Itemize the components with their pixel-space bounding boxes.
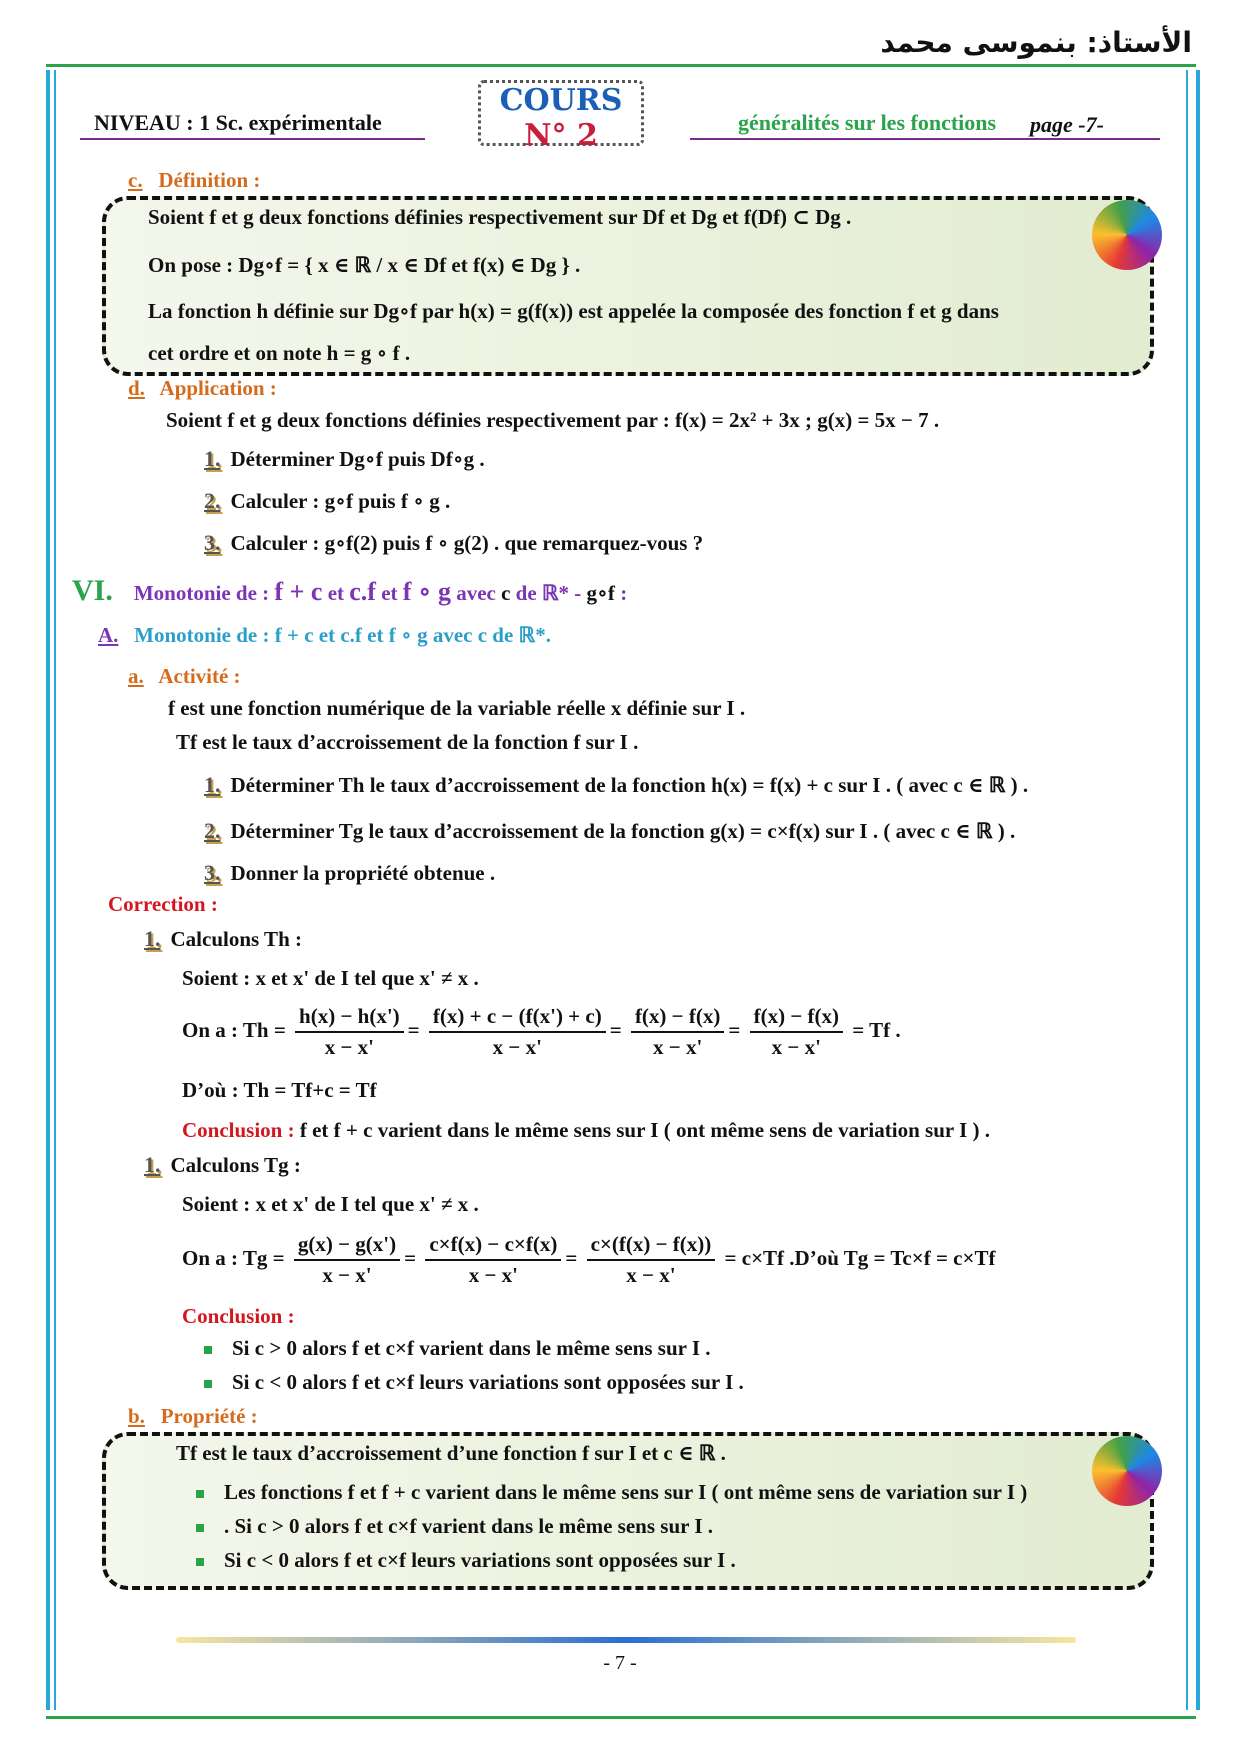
section-VI-title-i: de ℝ* - xyxy=(510,581,587,605)
section-VI-number: VI. xyxy=(72,574,113,607)
section-VI-title-h: c xyxy=(501,581,511,605)
section-A-number: A. xyxy=(98,623,119,647)
header-line-right xyxy=(690,138,1160,140)
denominator: x − x' xyxy=(492,1035,542,1059)
bullet-text: . Si c > 0 alors f et c×f varient dans le même sens sur I . xyxy=(224,1514,713,1538)
item-number: 3. xyxy=(204,860,221,885)
application-item-3 xyxy=(204,530,703,556)
section-VI-title-g: avec xyxy=(450,581,502,605)
item-number: 1. xyxy=(144,926,161,951)
section-b-label: b. xyxy=(128,1404,145,1428)
page-number: - 7 - xyxy=(603,1652,637,1674)
bottom-divider xyxy=(46,1716,1196,1719)
section-b-title: Propriété : xyxy=(160,1404,258,1428)
item-number: 1. xyxy=(144,1152,161,1177)
section-VI-title-c: et xyxy=(322,581,350,605)
part1-dou: D’où : Th = Tf+c = Tf xyxy=(182,1078,377,1102)
niveau-label: NIVEAU : 1 Sc. expérimentale xyxy=(94,110,382,135)
section-d-label: d. xyxy=(128,376,145,400)
bullet-icon xyxy=(204,1346,212,1354)
correction-part1-head xyxy=(144,926,302,952)
item-number: 2. xyxy=(204,818,221,843)
correction-part2-head xyxy=(144,1152,301,1178)
bullet-icon xyxy=(204,1380,212,1388)
fraction xyxy=(295,1004,404,1060)
part-heading: Calculons Th : xyxy=(170,927,302,951)
teacher-name: الأستاذ: بنموسى محمد xyxy=(880,26,1192,59)
section-VI-title-d: c.f xyxy=(349,577,376,606)
denominator: x − x' xyxy=(653,1035,703,1059)
formula-start: On a : Tg = xyxy=(182,1245,285,1270)
section-a-heading xyxy=(128,664,241,689)
denominator: x − x' xyxy=(771,1035,821,1059)
part1-formula: On a : Th = $\frac{h(x) - h(x')}{x - x'}$ = $\frac{f(x) + c - (f(x') + c)}{x - x'}$ = $\frac{f(x) - f(x)}{x - x'}$ = $\frac{f(x) - f(x)}{x - x'}$ = Tf . xyxy=(182,1004,901,1059)
activity-line-1: f est une fonction numérique de la variable réelle x définie sur I . xyxy=(168,696,746,720)
section-VI-title-j: g∘f xyxy=(586,581,615,605)
section-VI-heading xyxy=(72,574,627,608)
section-d-heading xyxy=(128,376,277,401)
rainbow-decoration xyxy=(1092,200,1162,270)
part2-soient: Soient : x et x' de I tel que x' ≠ x . xyxy=(182,1192,479,1216)
footer-divider xyxy=(176,1637,1076,1643)
denominator: x − x' xyxy=(626,1263,676,1287)
formula-end: = c×Tf .D’où Tg = Tc×f = c×Tf xyxy=(724,1245,996,1270)
cours-badge xyxy=(478,80,644,153)
item-text: Donner la propriété obtenue . xyxy=(230,861,496,885)
section-VI-title-b: f + c xyxy=(274,577,323,606)
fraction xyxy=(587,1232,716,1288)
section-b-heading xyxy=(128,1404,258,1429)
section-A-heading xyxy=(98,622,551,648)
conclusion-label: Conclusion : xyxy=(182,1118,295,1142)
top-divider xyxy=(46,64,1196,67)
item-number: 3. xyxy=(204,530,221,555)
numerator: f(x) + c − (f(x') + c) xyxy=(429,1004,606,1033)
item-text: Déterminer Tg le taux d’accroissement de la fonction g(x) = c×f(x) sur I . ( avec c ∈ ℝ ) . xyxy=(230,819,1016,843)
property-bullet-1 xyxy=(196,1480,1027,1505)
part-heading: Calculons Tg : xyxy=(170,1153,301,1177)
item-text: Calculer : g∘f(2) puis f ∘ g(2) . que remarquez-vous ? xyxy=(230,531,704,555)
activity-item-2 xyxy=(204,818,1015,844)
definition-line-2: On pose : Dg∘f = { x ∈ ℝ / x ∈ Df et f(x) ∈ Dg } . xyxy=(148,253,581,277)
item-text: Calculer : g∘f puis f ∘ g . xyxy=(230,489,451,513)
header-line-left xyxy=(80,138,425,140)
application-item-1 xyxy=(204,446,485,472)
property-bullet-2 xyxy=(196,1514,713,1539)
numerator: g(x) − g(x') xyxy=(294,1232,400,1261)
section-a-label: a. xyxy=(128,664,144,688)
fraction xyxy=(429,1004,606,1060)
fraction xyxy=(750,1004,843,1060)
property-bullet-3 xyxy=(196,1548,736,1573)
section-a-title: Activité : xyxy=(158,664,241,688)
item-number: 1. xyxy=(204,446,221,471)
bullet-text: Les fonctions f et f + c varient dans le même sens sur I ( ont même sens de variation sur I ) xyxy=(224,1480,1028,1504)
section-VI-title-e: et xyxy=(375,581,403,605)
subject-title: généralités sur les fonctions xyxy=(738,110,997,135)
definition-line-4: cet ordre et on note h = g ∘ f . xyxy=(148,341,411,365)
numerator: h(x) − h(x') xyxy=(295,1004,404,1033)
fraction xyxy=(631,1004,724,1060)
formula-start: On a : Th = xyxy=(182,1017,286,1042)
part2-bullet-2 xyxy=(204,1370,744,1395)
denominator: x − x' xyxy=(322,1263,372,1287)
activity-item-3 xyxy=(204,860,495,886)
activity-line-2: Tf est le taux d’accroissement de la fonction f sur I . xyxy=(176,730,639,754)
numerator: f(x) − f(x) xyxy=(631,1004,724,1033)
bullet-icon xyxy=(196,1490,204,1498)
numerator: c×f(x) − c×f(x) xyxy=(425,1232,561,1261)
rainbow-decoration xyxy=(1092,1436,1162,1506)
application-item-2 xyxy=(204,488,450,514)
section-VI-title-a: Monotonie de : xyxy=(133,581,275,605)
denominator: x − x' xyxy=(324,1035,374,1059)
bullet-text: Si c > 0 alors f et c×f varient dans le même sens sur I . xyxy=(232,1336,711,1360)
cours-number: N° 2 xyxy=(524,118,598,153)
fraction xyxy=(425,1232,561,1288)
fraction xyxy=(294,1232,400,1288)
definition-line-3: La fonction h définie sur Dg∘f par h(x) = g(f(x)) est appelée la composée des fonction f et g dans xyxy=(148,299,999,323)
part2-conclusion-label: Conclusion : xyxy=(182,1304,295,1328)
part2-bullet-1 xyxy=(204,1336,711,1361)
correction-title: Correction : xyxy=(108,892,218,916)
section-A-title: Monotonie de : f + c et c.f et f ∘ g avec c de ℝ*. xyxy=(134,623,551,647)
section-c-heading xyxy=(128,168,260,193)
activity-item-1 xyxy=(204,772,1028,798)
item-number: 2. xyxy=(204,488,221,513)
section-c-title: Définition : xyxy=(158,168,261,192)
conclusion-text: f et f + c varient dans le même sens sur I ( ont même sens de variation sur I ) . xyxy=(294,1118,990,1142)
numerator: f(x) − f(x) xyxy=(750,1004,843,1033)
section-d-title: Application : xyxy=(159,376,277,400)
application-intro: Soient f et g deux fonctions définies respectivement par : f(x) = 2x² + 3x ; g(x) = 5x − 7 . xyxy=(166,408,940,432)
denominator: x − x' xyxy=(468,1263,519,1287)
part1-conclusion xyxy=(182,1118,990,1143)
part1-soient: Soient : x et x' de I tel que x' ≠ x . xyxy=(182,966,479,990)
definition-line-1: Soient f et g deux fonctions définies respectivement sur Df et Dg et f(Df) ⊂ Dg . xyxy=(148,205,852,229)
section-VI-title-k: : xyxy=(614,581,628,605)
item-number: 1. xyxy=(204,772,221,797)
bullet-icon xyxy=(196,1524,204,1532)
cours-label: COURS xyxy=(499,83,623,118)
formula-end: = Tf . xyxy=(852,1017,901,1042)
page-label: page -7- xyxy=(1030,112,1104,137)
bullet-icon xyxy=(196,1558,204,1566)
item-text: Déterminer Dg∘f puis Df∘g . xyxy=(230,447,485,471)
section-c-label: c. xyxy=(128,168,143,192)
numerator: c×(f(x) − f(x)) xyxy=(587,1232,716,1261)
property-line-1: Tf est le taux d’accroissement d’une fonction f sur I et c ∈ ℝ . xyxy=(176,1441,726,1465)
bullet-text: Si c < 0 alors f et c×f leurs variations sont opposées sur I . xyxy=(224,1548,736,1572)
item-text: Déterminer Th le taux d’accroissement de la fonction h(x) = f(x) + c sur I . ( avec c ∈ ℝ ) . xyxy=(230,773,1029,797)
part2-formula: On a : Tg = $\frac{g(x) - g(x')}{x - x'}$ = $\frac{c\times f(x) - c\times f(x)}{x - x'}$ = $\frac{c\times(f(x) - f(x))}{x - x'}$ = c×Tf .D’où Tg = Tc×f = c×Tf xyxy=(182,1232,996,1287)
section-VI-title-f: f ∘ g xyxy=(402,577,451,606)
bullet-text: Si c < 0 alors f et c×f leurs variations sont opposées sur I . xyxy=(232,1370,744,1394)
